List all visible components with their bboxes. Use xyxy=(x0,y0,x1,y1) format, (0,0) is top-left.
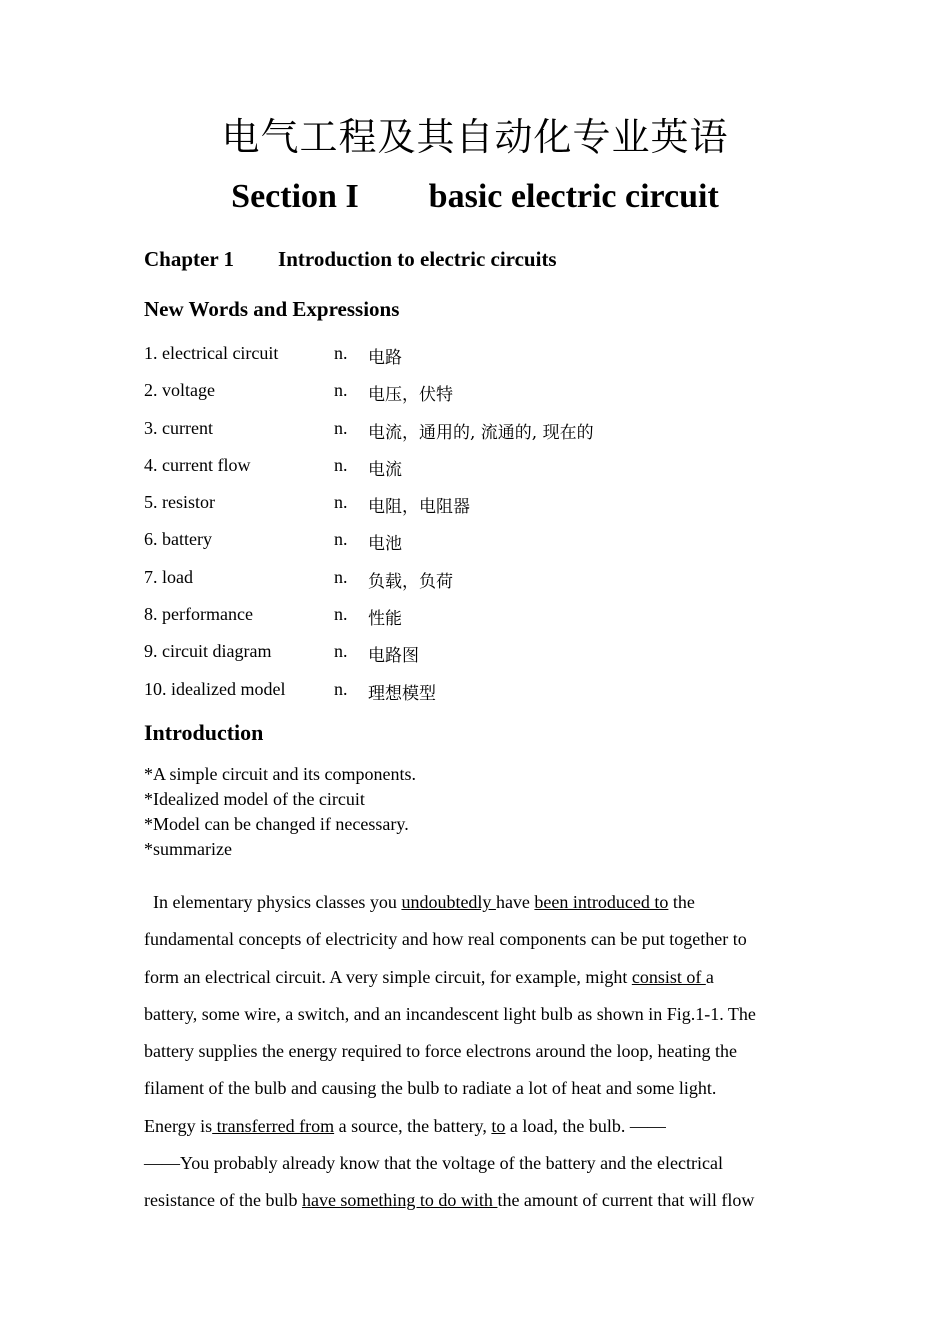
section-label: Section I xyxy=(231,178,359,215)
vocab-pos: n. xyxy=(334,604,348,625)
text-run: In elementary physics classes you xyxy=(153,892,402,912)
text-run: Energy is xyxy=(144,1115,213,1136)
vocab-term: 6. battery xyxy=(144,529,212,550)
vocab-meaning: 理想模型 xyxy=(368,683,436,704)
vocab-item xyxy=(144,380,844,417)
underlined-phrase: consist of xyxy=(631,966,706,987)
outline-item: *A simple circuit and its components. xyxy=(144,764,416,784)
section-name: basic electric circuit xyxy=(428,178,719,215)
vocab-pos: n. xyxy=(334,678,348,699)
vocab-meaning: 负载，负荷 xyxy=(368,571,453,592)
outline-item: *summarize xyxy=(144,839,232,859)
vocab-meaning: 电池 xyxy=(368,534,402,555)
text-run: have xyxy=(495,892,535,912)
outline-item: *Idealized model of the circuit xyxy=(144,789,365,809)
vocab-term: 8. performance xyxy=(144,604,253,625)
chapter-label: Chapter 1 xyxy=(144,247,235,271)
text-run: a xyxy=(705,966,714,987)
vocab-meaning: 电路图 xyxy=(368,646,419,667)
vocab-pos: n. xyxy=(334,417,348,438)
vocab-pos: n. xyxy=(334,492,348,513)
vocab-pos: n. xyxy=(334,343,348,363)
vocab-pos: n. xyxy=(334,380,348,401)
vocab-pos: n. xyxy=(334,529,348,550)
underlined-phrase: to xyxy=(491,1115,506,1136)
body-paragraph xyxy=(144,892,804,1228)
outline-item: *Model can be changed if necessary. xyxy=(144,814,409,834)
paragraph-line xyxy=(144,1190,804,1227)
chapter-name: Introduction to electric circuits xyxy=(278,247,557,271)
vocab-item xyxy=(144,492,844,529)
introduction-outline xyxy=(144,762,416,862)
text-run: a source, the battery, xyxy=(334,1115,492,1136)
section-title xyxy=(0,178,950,216)
vocabulary-list xyxy=(144,343,844,716)
document-title: 电气工程及其自动化专业英语 xyxy=(221,115,729,159)
text-run: resistance of the bulb xyxy=(144,1190,302,1211)
paragraph-line xyxy=(144,967,804,1004)
vocab-term: 10. idealized model xyxy=(144,678,286,699)
text-run: the xyxy=(668,892,695,912)
vocab-meaning: 电流 xyxy=(368,459,402,480)
vocab-meaning: 性能 xyxy=(368,609,402,630)
vocab-meaning: 电流，通用的, 流通的, 现在的 xyxy=(368,422,594,443)
vocab-meaning: 电阻，电阻器 xyxy=(368,497,470,518)
paragraph-line: ——You probably already know that the voltage of the battery and the electrical xyxy=(144,1153,723,1174)
vocab-meaning: 电路 xyxy=(368,348,402,368)
vocab-pos: n. xyxy=(334,641,348,662)
vocab-pos: n. xyxy=(334,454,348,475)
vocab-item xyxy=(144,567,844,604)
vocab-meaning: 电压，伏特 xyxy=(368,385,453,406)
text-run: the amount of current that will flow xyxy=(497,1190,755,1211)
vocab-item xyxy=(144,529,844,566)
underlined-phrase: have something to do with xyxy=(301,1190,498,1211)
vocab-item xyxy=(144,679,844,716)
vocabulary-heading: New Words and Expressions xyxy=(144,297,400,321)
vocab-term: 1. electrical circuit xyxy=(144,343,279,363)
paragraph-line xyxy=(144,1116,804,1153)
text-run: form an electrical circuit. A very simple circuit, for example, might xyxy=(144,966,632,987)
introduction-heading: Introduction xyxy=(144,720,264,745)
paragraph-line xyxy=(144,892,804,929)
vocab-term: 5. resistor xyxy=(144,492,215,513)
underlined-phrase: undoubtedly xyxy=(401,892,496,912)
vocab-item xyxy=(144,604,844,641)
vocab-item xyxy=(144,343,844,380)
text-run: a load, the bulb. —— xyxy=(505,1115,666,1136)
vocab-term: 9. circuit diagram xyxy=(144,641,272,662)
vocab-term: 3. current xyxy=(144,417,213,438)
chapter-heading xyxy=(144,247,557,272)
paragraph-line: filament of the bulb and causing the bulb to radiate a lot of heat and some light. xyxy=(144,1078,717,1099)
vocab-item xyxy=(144,418,844,455)
vocab-pos: n. xyxy=(334,566,348,587)
vocab-item xyxy=(144,455,844,492)
paragraph-line: fundamental concepts of electricity and how real components can be put together to xyxy=(144,929,747,950)
vocab-term: 4. current flow xyxy=(144,454,251,475)
paragraph-line: battery supplies the energy required to force electrons around the loop, heating the xyxy=(144,1041,737,1062)
underlined-phrase: transferred from xyxy=(212,1115,335,1136)
underlined-phrase: been introduced to xyxy=(534,892,669,912)
paragraph-line: battery, some wire, a switch, and an incandescent light bulb as shown in Fig.1-1. The xyxy=(144,1003,756,1024)
vocab-item xyxy=(144,641,844,678)
vocab-term: 2. voltage xyxy=(144,380,215,401)
vocab-term: 7. load xyxy=(144,566,193,587)
